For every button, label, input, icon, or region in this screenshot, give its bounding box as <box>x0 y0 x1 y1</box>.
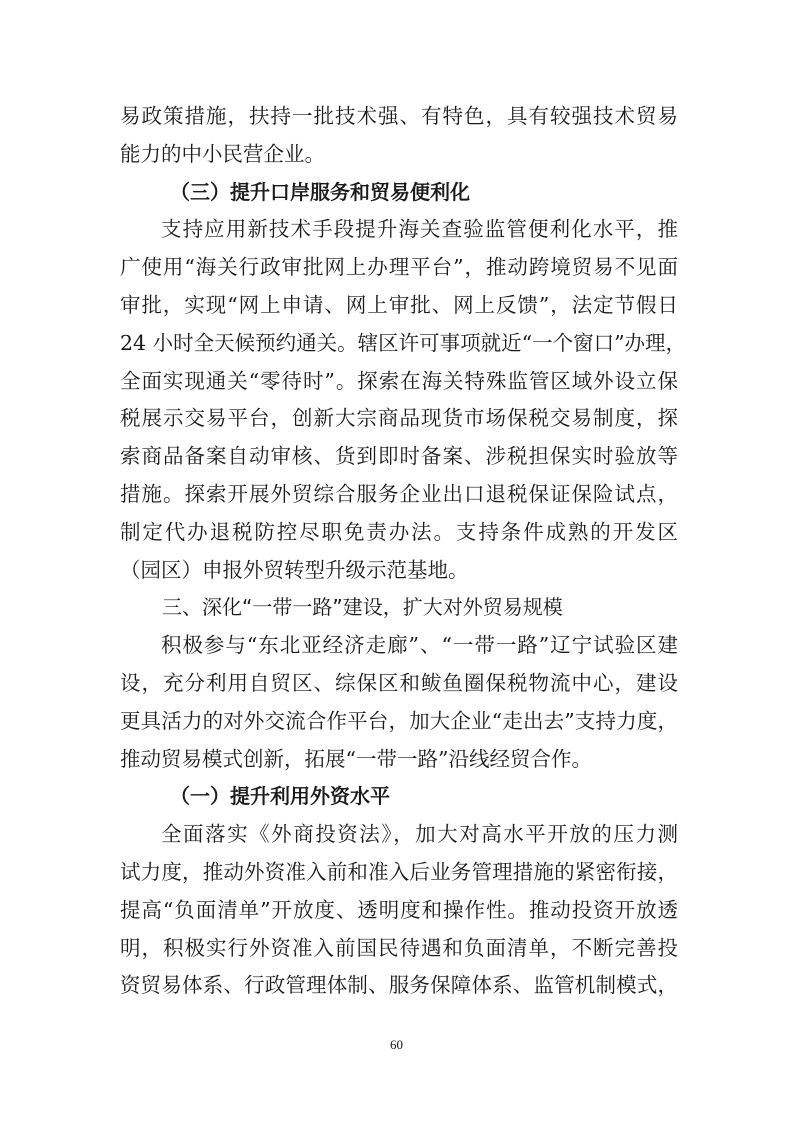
text-line: 推动贸易模式创新，拓展“一带一路”沿线经贸合作。 <box>120 746 592 771</box>
text-line: 能力的中小民营企业。 <box>120 141 325 166</box>
document-body <box>120 98 687 1005</box>
page-number: 60 <box>390 1037 403 1052</box>
section-heading-1: （一）提升利用外资水平 <box>170 784 390 809</box>
text-line: 积极参与“东北亚经济走廊”、“一带一路”辽宁试验区建 <box>161 633 678 658</box>
text-line: 全面落实《外商投资法》，加大对高水平开放的压力测 <box>161 822 678 847</box>
text-line: 试力度，推动外资准入前和准入后业务管理措施的紧密衔接， <box>120 859 678 884</box>
text-line: 索商品备案自动审核、货到即时备案、涉税担保实时验放等 <box>120 444 678 469</box>
paragraph-continued <box>120 98 678 174</box>
text-line: 明，积极实行外资准入前国民待遇和负面清单，不断完善投 <box>120 935 678 960</box>
text-line: 更具活力的对外交流合作平台，加大企业“走出去”支持力度， <box>120 708 678 733</box>
text-line: 审批，实现“网上申请、网上审批、网上反馈”，法定节假日 <box>120 292 678 317</box>
section-heading-main: 三、深化“一带一路”建设，扩大对外贸易规模 <box>162 595 563 620</box>
text-line: 制定代办退税防控尽职免责办法。支持条件成熟的开发区 <box>120 519 678 544</box>
paragraph-foreign-investment <box>120 816 678 1005</box>
section-heading-3: （三）提升口岸服务和贸易便利化 <box>170 179 470 204</box>
text-line: 易政策措施，扶持一批技术强、有特色，具有较强技术贸易 <box>120 104 678 128</box>
text-line: 支持应用新技术手段提升海关查验监管便利化水平，推 <box>161 217 678 242</box>
text-line: 措施。探索开展外贸综合服务企业出口退税保证保险试点， <box>120 481 678 506</box>
paragraph-belt-road <box>120 627 678 778</box>
text-line: （园区）申报外贸转型升级示范基地。 <box>120 557 469 582</box>
paragraph-port-services <box>120 211 687 589</box>
text-line: 提高“负面清单”开放度、透明度和操作性。推动投资开放透 <box>120 897 678 922</box>
text-line: 税展示交易平台，创新大宗商品现货市场保税交易制度，探 <box>120 406 678 431</box>
text-line: 全面实现通关“零待时”。探索在海关特殊监管区域外设立保 <box>120 368 678 393</box>
text-line: 24 小时全天候预约通关。辖区许可事项就近“一个窗口”办理， <box>120 330 687 355</box>
text-line: 资贸易体系、行政管理体制、服务保障体系、监管机制模式， <box>120 973 678 998</box>
text-line: 设，充分利用自贸区、综保区和鲅鱼圈保税物流中心，建设 <box>120 670 678 695</box>
text-line: 广使用“海关行政审批网上办理平台”，推动跨境贸易不见面 <box>120 255 678 280</box>
